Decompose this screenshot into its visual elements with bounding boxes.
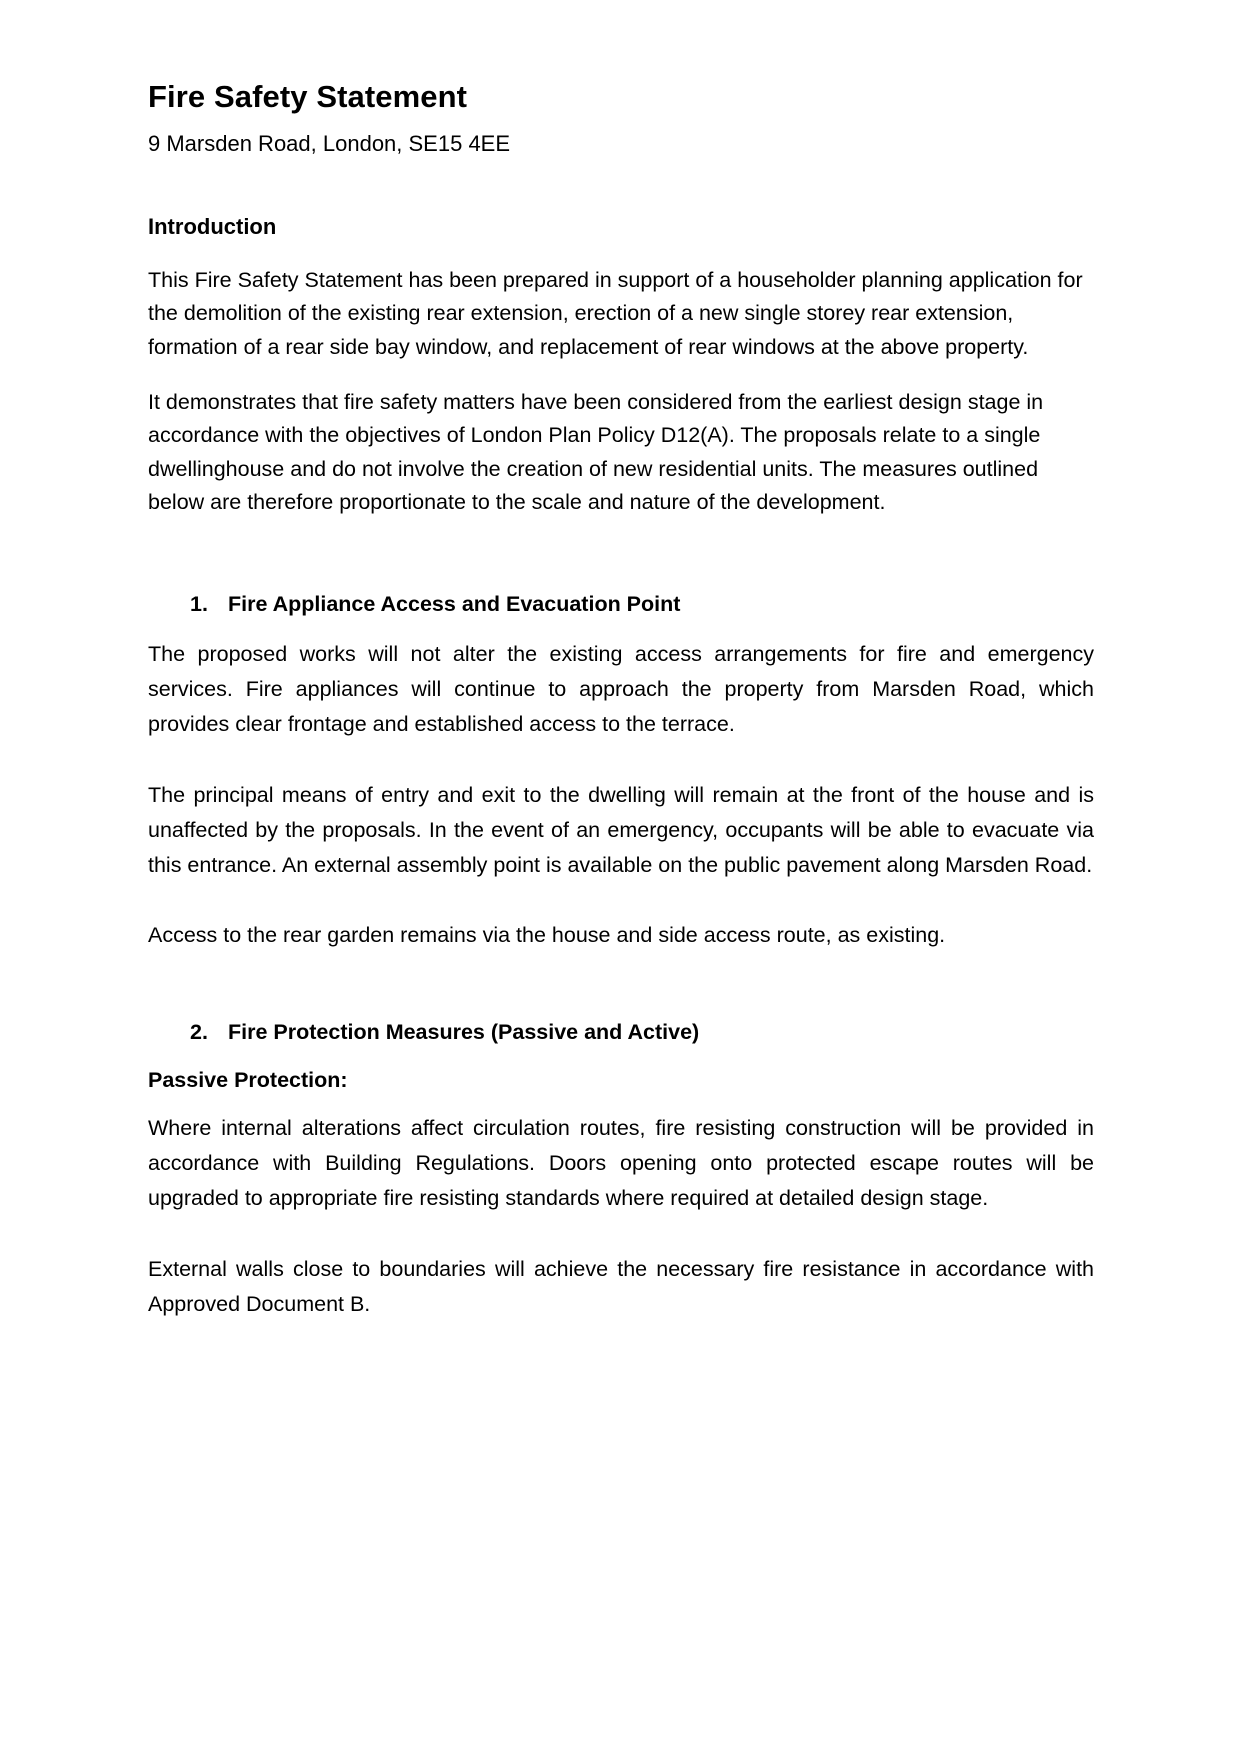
document-address: 9 Marsden Road, London, SE15 4EE bbox=[148, 130, 511, 156]
subheading-passive-protection: Passive Protection: bbox=[148, 1068, 348, 1093]
item-1-paragraph-2: The principal means of entry and exit to the dwelling will remain at the front of the house and is unaffected by the proposals. In the event of an emergency, occupants will be able to evacuate via this entrance. An external assembly point is available on the public pavement along Marsden Road. bbox=[148, 782, 1094, 877]
spacer bbox=[148, 989, 1094, 1017]
section-heading-introduction: Introduction bbox=[148, 214, 277, 240]
page-title: Fire Safety Statement bbox=[148, 79, 468, 114]
item-2-paragraph-1: Where internal alterations affect circulation routes, fire resisting construction will be provided in accordance with Building Regulations. Doors opening onto protected escape routes will be upgraded to appropriate fire resisting standards where required at detailed design stage. bbox=[148, 1116, 1094, 1211]
numbered-heading-1-label: Fire Appliance Access and Evacuation Point bbox=[228, 592, 681, 617]
numbered-heading-1 bbox=[148, 589, 1094, 619]
numbered-heading-2-label: Fire Protection Measures (Passive and Active) bbox=[228, 1020, 700, 1045]
list-number-2: 2. bbox=[190, 1020, 208, 1045]
numbered-heading-2 bbox=[148, 1017, 1094, 1047]
list-number-1: 1. bbox=[190, 592, 208, 617]
spacer bbox=[148, 541, 1094, 589]
introduction-paragraph-2: It demonstrates that fire safety matters have been considered from the earliest design stage in accordance with the objectives of London Plan Policy D12(A). The proposals relate to a single dwellinghouse and do not involve the creation of new residential units. The measures outlined below are therefore proportionate to the scale and nature of the development. bbox=[148, 390, 1044, 514]
item-1-paragraph-3: Access to the rear garden remains via the house and side access route, as existing. bbox=[148, 923, 946, 948]
introduction-paragraph-1: This Fire Safety Statement has been prepared in support of a householder planning application for the demolition of the existing rear extension, erection of a new single storey rear extension, formation of a rear side bay window, and replacement of rear windows at the above property. bbox=[148, 268, 1083, 359]
item-1-paragraph-1: The proposed works will not alter the existing access arrangements for fire and emergency services. Fire appliances will continue to approach the property from Marsden Road, which provides clear frontage and established access to the terrace. bbox=[148, 642, 1094, 737]
item-2-paragraph-2: External walls close to boundaries will achieve the necessary fire resistance in accordance with Approved Document B. bbox=[148, 1256, 1094, 1316]
